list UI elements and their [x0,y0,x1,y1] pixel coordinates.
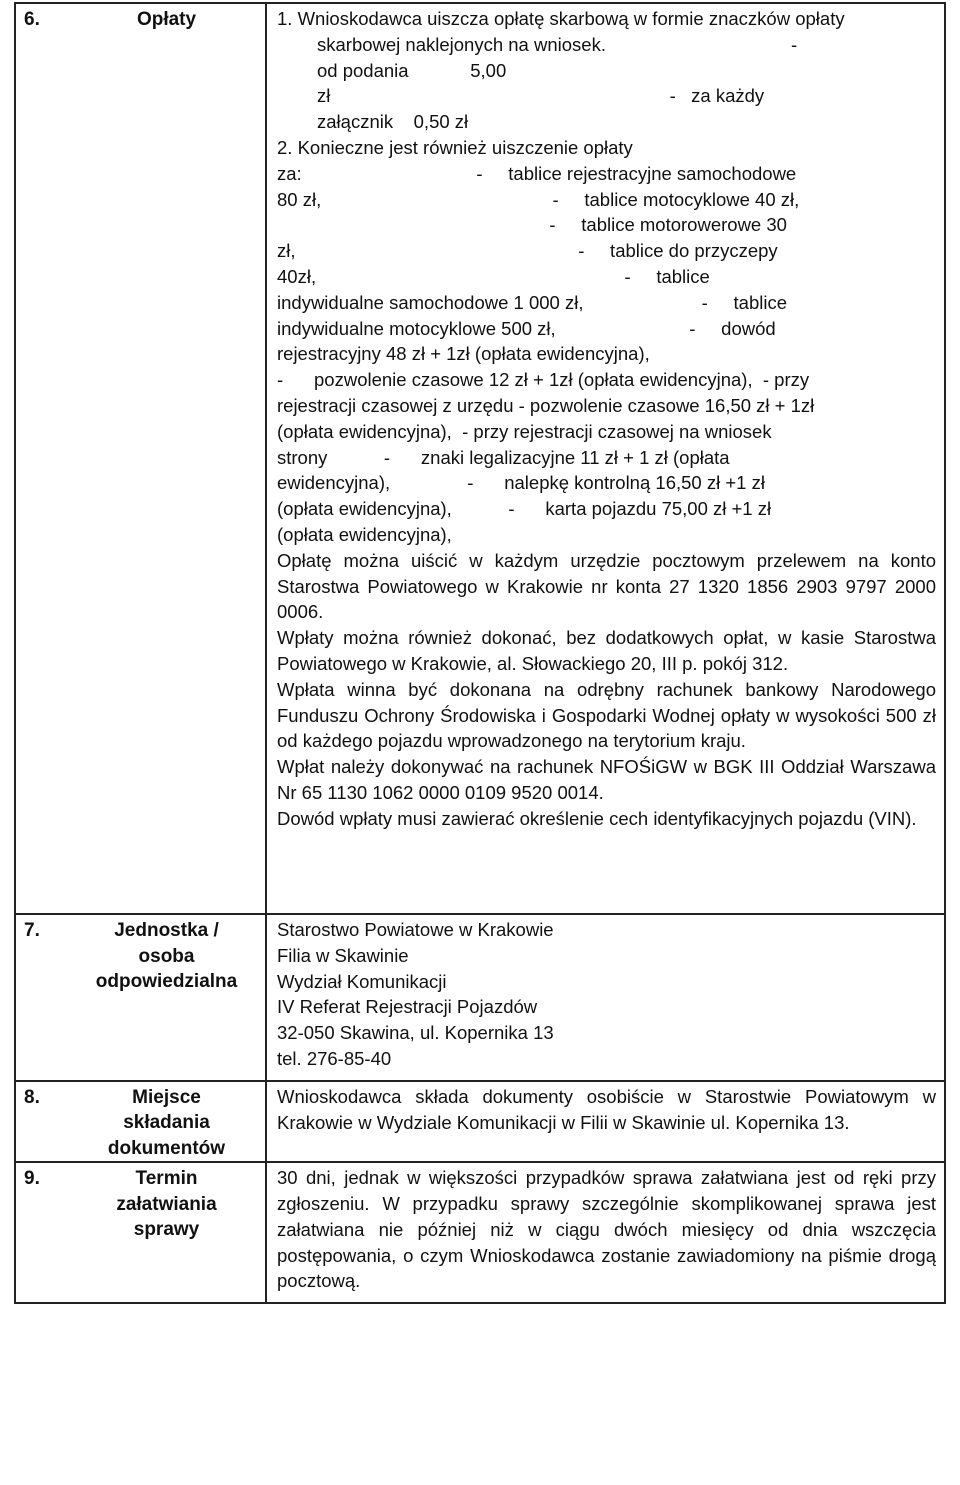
row-title: Termin załatwiania sprawy [116,1168,217,1241]
fee-line: 40zł, - tablice [277,265,710,287]
fee-line: załącznik 0,50 zł [317,111,469,133]
fee-line: (opłata ewidencyjna), - przy rejestracji czasowej na wniosek [277,420,772,442]
row-label-cell [15,1081,266,1163]
submission-place-cell [266,1081,945,1163]
row-number: 7. [24,920,40,941]
fee-line: 2. Konieczne jest również uiszczenie opłaty [277,136,633,158]
fee-line: zł, - tablice do przyczepy [277,240,778,262]
table-row-fees [15,3,945,914]
fees-content-cell [266,3,945,914]
phone-line: tel. 276-85-40 [277,1047,392,1069]
row-label-cell [15,914,266,1081]
row-label-cell [15,3,266,914]
fee-line: skarbowej naklejonych na wniosek. - [317,33,798,55]
deadline-cell [266,1162,945,1303]
fee-line: za: - tablice rejestracyjne samochodowe [277,162,797,184]
table-row-responsible-unit [15,914,945,1081]
fee-paragraph: Dowód wpłaty musi zawierać określenie cech identyfikacyjnych pojazdu (VIN). [277,807,917,829]
fee-line: 80 zł, - tablice motocyklowe 40 zł, [277,188,800,210]
address-line: IV Referat Rejestracji Pojazdów [277,996,538,1018]
fee-line: ewidencyjna), - nalepkę kontrolną 16,50 zł +1 zł [277,472,765,494]
row-number: 8. [24,1086,40,1108]
fee-paragraph: Opłatę można uiścić w każdym urzędzie pocztowym przelewem na konto Starostwa Powiatowego w Krakowie nr konta 27 1320 1856 2903 9797 2000 0006. [277,549,936,623]
responsible-unit-cell [266,914,945,1081]
address-line: Wydział Komunikacji [277,970,447,992]
fee-line: indywidualne samochodowe 1 000 zł, - tablice [277,291,788,313]
address-line: Starostwo Powiatowe w Krakowie [277,919,554,940]
table-row-submission-place [15,1081,945,1163]
row-number: 9. [24,1168,40,1190]
fee-line: (opłata ewidencyjna), [277,523,452,545]
row-label-cell [15,1162,266,1303]
submission-text: Wnioskodawca składa dokumenty osobiście w Starostwie Powiatowym w Krakowie w Wydziale Komunikacji w Filii w Skawinie ul. Kopernika 13. [277,1085,936,1133]
table-row-deadline [15,1162,945,1303]
fee-paragraph: Wpłaty można również dokonać, bez dodatkowych opłat, w kasie Starostwa Powiatowego w Krakowie, al. Słowackiego 20, III p. pokój 312. [277,627,936,674]
fee-line: od podania 5,00 [317,59,507,81]
address-line: Filia w Skawinie [277,944,409,966]
row-number: 6. [24,9,40,30]
fee-line: strony - znaki legalizacyjne 11 zł + 1 zł (opłata [277,446,730,468]
fee-line: indywidualne motocyklowe 500 zł, - dowód [277,317,776,339]
fee-line: rejestracyjny 48 zł + 1zł (opłata ewidencyjna), [277,343,650,365]
fee-line: - pozwolenie czasowe 12 zł + 1zł (opłata ewidencyjna), - przy [277,369,810,391]
address-line: 32-050 Skawina, ul. Kopernika 13 [277,1022,554,1044]
fee-line: - tablice motorowerowe 30 [277,214,787,236]
fee-lines [277,6,936,548]
row-title: Opłaty [136,9,197,30]
fee-paragraphs [277,548,936,832]
fee-paragraph: Wpłat należy dokonywać na rachunek NFOŚiGW w BGK III Oddział Warszawa Nr 65 1130 1062 0000 0109 9520 0014. [277,756,936,803]
deadline-text: 30 dni, jednak w większości przypadków sprawa załatwiana jest od ręki przy zgłoszeniu. W przypadku sprawy szczególnie skomplikowanej sprawa jest załatwiana nie później niż w ciągu dwóch miesięcy od dnia wszczęcia postępowania, o czym Wnioskodawca zostanie zawiadomiony na piśmie drogą pocztową. [277,1167,936,1292]
fee-line: (opłata ewidencyjna), - karta pojazdu 75,00 zł +1 zł [277,498,772,520]
fee-paragraph: Wpłata winna być dokonana na odrębny rachunek bankowy Narodowego Funduszu Ochrony Środowiska i Gospodarki Wodnej opłaty w wysokości 500 zł od każdego pojazdu wprowadzonego na terytorium kraju. [277,678,936,752]
fee-line: 1. Wnioskodawca uiszcza opłatę skarbową w formie znaczków opłaty [277,8,845,29]
fee-line: zł - za każdy [317,85,765,107]
procedure-table [14,2,946,1304]
row-title: Miejsce składania dokumentów [107,1086,226,1159]
row-title: Jednostka / osoba odpowiedzialna [95,920,238,992]
fee-line: rejestracji czasowej z urzędu - pozwolenie czasowe 16,50 zł + 1zł [277,394,815,416]
